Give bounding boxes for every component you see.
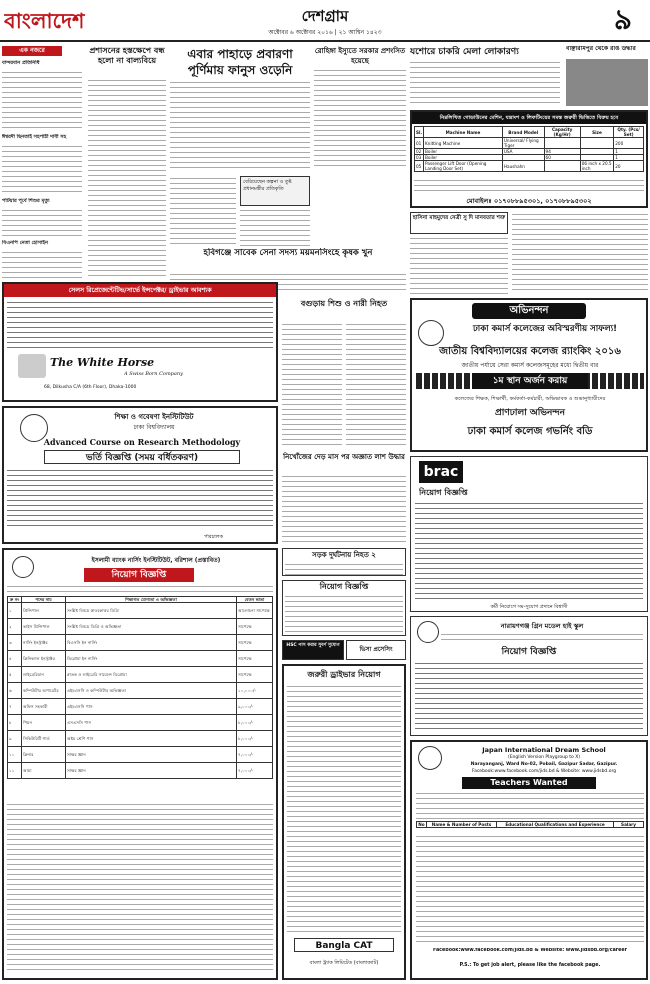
page-number: ৯ bbox=[613, 3, 633, 36]
table-cell: সংশ্লিষ্ট বিষয়ে ডিগ্রি ও অভিজ্ঞতা bbox=[66, 619, 237, 635]
table-cell: Knitting Machine bbox=[424, 138, 503, 149]
table-cell: 200 bbox=[614, 138, 644, 149]
table-row bbox=[8, 603, 273, 619]
table-row bbox=[415, 161, 644, 172]
table-cell: Haushahn bbox=[502, 161, 544, 172]
university-name: ঢাকা বিশ্ববিদ্যালয় bbox=[133, 424, 175, 431]
table-row bbox=[8, 763, 273, 779]
table-cell: লাইব্রেরিয়ান bbox=[22, 667, 66, 683]
table-header: No bbox=[418, 822, 425, 827]
headline: রোহিঙ্গা ইস্যুতে সরকার প্রশংসিত হয়েছে bbox=[314, 47, 406, 65]
table-cell bbox=[544, 138, 580, 149]
ad-footer: ঢাকা কমার্স কলেজ গভর্নিং বডি bbox=[467, 426, 593, 437]
table-header: Brand Model bbox=[502, 127, 544, 138]
ier-admission-ad bbox=[2, 406, 278, 544]
ad-terms bbox=[7, 802, 273, 974]
ad-subheadline: জাতীয় বিশ্ববিদ্যালয়ের কলেজ র‍্যাংকিং ২০১৬ bbox=[439, 346, 621, 357]
company-address: 68, Dilkusha C/A (6th Floor), Dhaka-1000 bbox=[44, 385, 137, 390]
table-cell: ৭ bbox=[8, 699, 22, 715]
photo-caption-box: বেরিয়েছেন কল্পনা ও তুষ্ট প্রধানমন্ত্রীর প্রতিকৃতি bbox=[240, 176, 310, 206]
headline: প্রশাসনের হস্তক্ষেপে বন্ধ হলো না বাল্যবিয়ে bbox=[89, 46, 165, 65]
table-row bbox=[8, 683, 273, 699]
table-cell: ৮,০০০/- bbox=[237, 731, 273, 747]
table-cell: ৮,০০০/- bbox=[237, 715, 273, 731]
table-row bbox=[8, 635, 273, 651]
ad-banner: সেলস রিপ্রেজেন্টেটিভ/সার্ভে ইন্সপেক্টর/ ড্রাইভার আবশ্যক bbox=[4, 284, 276, 297]
ad-body bbox=[285, 594, 403, 634]
story-body bbox=[170, 80, 310, 172]
driver-recruitment-ad bbox=[282, 664, 406, 980]
table-cell: সাক্ষর জ্ঞান bbox=[66, 747, 237, 763]
table-cell: সাপেক্ষে bbox=[237, 635, 273, 651]
headline: নিখোঁজের দেড় মাস পর অজ্ঞাত লাশ উদ্ধার bbox=[283, 453, 405, 461]
table-cell: সাপেক্ষে bbox=[237, 651, 273, 667]
school-name: নারায়ণগঞ্জ গ্রিন মডেল হাই স্কুল bbox=[500, 622, 584, 630]
ad-body bbox=[287, 684, 401, 934]
ad-intro bbox=[7, 584, 273, 594]
headline: বাঞ্ছারামপুর থেকে রঙি উদ্ধার bbox=[566, 46, 636, 52]
brief-text bbox=[2, 70, 82, 132]
table-cell: 60 bbox=[544, 155, 580, 161]
brief-heading: বিএনপি নেতা হোসাইন bbox=[2, 240, 48, 246]
small-job-ad bbox=[282, 580, 406, 636]
table-cell bbox=[544, 161, 580, 172]
table-cell: সাপেক্ষে bbox=[237, 667, 273, 683]
rank-badge: ১ম স্থান অর্জন করায় bbox=[472, 373, 588, 389]
table-cell: নার্সিং ইনস্ট্রাক্টর bbox=[22, 635, 66, 651]
story-body bbox=[282, 474, 406, 544]
ad-body bbox=[415, 661, 643, 733]
machine-sale-ad bbox=[410, 110, 648, 208]
table-cell: 06 inch x 20.5 inch bbox=[580, 161, 614, 172]
table-cell: ২ bbox=[8, 619, 22, 635]
school-job-ad bbox=[410, 616, 648, 736]
table-row bbox=[8, 747, 273, 763]
table-header: পদের নাম bbox=[22, 597, 66, 603]
headline: সড়ক দুর্ঘটনায় নিহত ২ bbox=[312, 551, 376, 559]
table-cell: ৩ bbox=[8, 635, 22, 651]
story-body bbox=[282, 322, 342, 448]
story-road-accident bbox=[282, 548, 406, 576]
table-header: Sl. bbox=[415, 127, 424, 138]
story-rohingya bbox=[314, 46, 406, 166]
story-lantern bbox=[170, 46, 310, 172]
school-logo-icon bbox=[418, 746, 442, 770]
table-cell: সংশ্লিষ্ট বিষয়ে স্নাতকোত্তর ডিগ্রি bbox=[66, 603, 237, 619]
table-cell: 1 bbox=[614, 149, 644, 155]
table-cell: ভাইস প্রিন্সিপাল bbox=[22, 619, 66, 635]
table-header: Qty. (Pcs/ Set) bbox=[614, 127, 644, 138]
brief-heading: পটিয়ার পূর্বে শিশুর মৃত্যু bbox=[2, 198, 50, 204]
table-cell: প্রিন্সিপাল bbox=[22, 603, 66, 619]
ad-body bbox=[7, 300, 273, 350]
table-row bbox=[8, 619, 273, 635]
japan-dream-school-ad bbox=[410, 740, 648, 980]
table-cell: 20 bbox=[614, 161, 644, 172]
table-cell: 1 bbox=[614, 155, 644, 161]
headline: বগুড়ায় শিশু ও নারী নিহত bbox=[300, 299, 388, 308]
table-cell: 02 bbox=[415, 149, 424, 155]
ad-body bbox=[415, 501, 643, 601]
table-header: Educational Qualifications and Experience bbox=[497, 822, 614, 828]
table-row bbox=[415, 138, 644, 149]
ad-mobile: মোবাইলঃ ০১৭০৮৮৯৫৩০১, ০১৭০৮৮৯৫৩০২ bbox=[466, 197, 592, 205]
signature: পরিচালক bbox=[204, 534, 223, 540]
story-body bbox=[410, 236, 508, 294]
table-cell: ৮ bbox=[8, 715, 22, 731]
table-cell: সাপেক্ষে bbox=[237, 619, 273, 635]
table-header: Size bbox=[580, 127, 614, 138]
table-body bbox=[416, 834, 644, 944]
table-row bbox=[8, 699, 273, 715]
story-child-marriage bbox=[88, 46, 166, 278]
table-header: Salary bbox=[614, 822, 644, 828]
table-cell: ক্লিনিক্যাল ইনস্ট্রাক্টর bbox=[22, 651, 66, 667]
headline: এবার পাহাড়ে প্রবারণা পূর্ণিমায় ফানুস ওড়েনি bbox=[187, 47, 293, 77]
table-cell: এইচএসসি পাস bbox=[66, 699, 237, 715]
ad-headline: ঢাকা কমার্স কলেজের অবিস্মরণীয় সাফল্য! bbox=[472, 324, 618, 334]
masthead-rule bbox=[0, 40, 650, 42]
org-name: ইসলামী ব্যাংক নার্সিং ইনস্টিটিউট, বরিশাল (প্রস্তাবিত) bbox=[91, 557, 221, 564]
table-cell: 94 bbox=[544, 149, 580, 155]
at-a-glance-column bbox=[2, 46, 84, 278]
table-cell: ৪ bbox=[8, 651, 22, 667]
table-cell: ১০ bbox=[8, 747, 22, 763]
course-name: Advanced Course on Research Methodology bbox=[43, 437, 241, 447]
ad-banner: নিয়োগ বিজ্ঞপ্তি bbox=[84, 568, 194, 582]
brief-text bbox=[2, 250, 82, 278]
story-body bbox=[88, 78, 166, 278]
ad-title: ভিসা প্রসেসিং bbox=[359, 646, 393, 653]
table-cell: ৭,০০০/- bbox=[237, 763, 273, 779]
school-address: Narayanganj, Ward No-02, Pobail, Gazipur Sadar, Gazipur. bbox=[470, 762, 618, 767]
college-congrats-ad bbox=[410, 298, 648, 452]
table-cell: সিকিউরিটি গার্ড bbox=[22, 731, 66, 747]
story-body bbox=[410, 60, 560, 106]
paper-name: বাংলাদেশ bbox=[4, 9, 85, 33]
table-header: Machine Name bbox=[424, 127, 503, 138]
table-row bbox=[8, 651, 273, 667]
table-cell: ১ bbox=[8, 603, 22, 619]
issue-date: অক্টোবর ৬ অক্টোবর ২০১৬ | ২১ আশ্বিন ১৪২৩ bbox=[268, 29, 382, 36]
brief-text bbox=[2, 208, 82, 238]
ad-footer: P.S.: To get job alert, please like the facebook page. bbox=[459, 963, 601, 968]
school-logo-icon bbox=[417, 621, 439, 643]
table-cell: ৬ bbox=[8, 683, 22, 699]
story-photo-block bbox=[170, 176, 310, 246]
section-title: দেশগ্রাম bbox=[301, 7, 349, 25]
table-cell bbox=[580, 138, 614, 149]
table-cell: ক্লিনার bbox=[22, 747, 66, 763]
ad-banner: নিয়োগ বিজ্ঞপ্তি bbox=[501, 647, 557, 657]
table-cell: 05 bbox=[415, 161, 424, 172]
table-cell: ১০,০০০/- bbox=[237, 683, 273, 699]
story-body bbox=[240, 208, 310, 246]
table-cell: এসএসসি পাস bbox=[66, 715, 237, 731]
table-cell: Universal/ Flying Tiger bbox=[502, 138, 544, 149]
table-cell: পিয়ন bbox=[22, 715, 66, 731]
posts-table bbox=[416, 821, 644, 828]
table-row bbox=[8, 715, 273, 731]
bank-logo-icon bbox=[12, 556, 34, 578]
brac-logo: brac bbox=[419, 461, 463, 483]
brief-heading: ঈশ্বরদী ছিনতাই সহপাঠী দাবী সহ bbox=[2, 134, 67, 140]
story-brief-right bbox=[566, 46, 648, 106]
hsc-ad bbox=[282, 640, 344, 660]
table-cell: Boiler bbox=[424, 155, 503, 161]
dept-name: শিক্ষা ও গবেষণা ইনস্টিটিউট bbox=[114, 413, 194, 421]
table-header: Capacity (Kg/Hr) bbox=[544, 127, 580, 138]
quote-box bbox=[410, 212, 508, 234]
story-body bbox=[314, 68, 406, 166]
school-contact: Facebook:www.facebook.com/jids.bd & Website: www.jidsbd.org bbox=[471, 769, 617, 774]
story-body bbox=[512, 212, 648, 294]
table-cell: অফিস সহকারী bbox=[22, 699, 66, 715]
at-a-glance-tag: এক নজরে bbox=[2, 46, 62, 56]
white-horse-ad bbox=[2, 282, 278, 402]
table-cell: Boiler bbox=[424, 149, 503, 155]
table-cell: কম্পিউটার অপারেটর bbox=[22, 683, 66, 699]
ad-title: HSC পাস করার সুবর্ণ সুযোগ bbox=[283, 641, 343, 659]
table-cell: অষ্টম শ্রেণি পাস bbox=[66, 731, 237, 747]
ad-intro bbox=[416, 791, 644, 819]
school-name: Japan International Dream School bbox=[482, 746, 606, 754]
company-name: বাংলা ট্র্যাক লিমিটেড (বাংলাক্যাট) bbox=[309, 960, 379, 966]
brand-logo: Bangla CAT bbox=[294, 938, 394, 952]
table-row bbox=[8, 667, 273, 683]
company-tagline: A Swiss Born Company bbox=[124, 371, 183, 377]
machine-table bbox=[414, 126, 644, 172]
table-cell: ৫ bbox=[8, 667, 22, 683]
story-body bbox=[285, 562, 403, 575]
islami-bank-nursing-ad bbox=[2, 548, 278, 980]
ad-body bbox=[7, 468, 273, 530]
table-cell: আয়া bbox=[22, 763, 66, 779]
headline: যশোরে চাকরি মেলা লোকারণ্য bbox=[410, 47, 519, 57]
table-header: বেতন ভাতা bbox=[237, 597, 273, 603]
table-header: ক্র নং bbox=[8, 597, 22, 603]
table-cell: সাক্ষর জ্ঞান bbox=[66, 763, 237, 779]
ad-banner: ভর্তি বিজ্ঞপ্তি (সময় বর্ধিতকরণ) bbox=[44, 450, 240, 464]
table-cell: Passenger Lift Door (Opening Landing Door Set) bbox=[424, 161, 503, 172]
table-cell: ডিপ্লোমা ইন নার্সিং bbox=[66, 651, 237, 667]
visa-ad bbox=[346, 640, 406, 660]
table-cell: 01 bbox=[415, 138, 424, 149]
table-cell: ৯,০০০/- bbox=[237, 699, 273, 715]
quote-text: হাসিনা মাহমুদের নেত্রী সু দি মানবতার শত্রু bbox=[412, 215, 506, 221]
company-name: The White Horse bbox=[50, 356, 155, 369]
table-cell: 03 bbox=[415, 155, 424, 161]
table-header: Name & Number of Posts bbox=[427, 822, 497, 828]
ad-footer: কর্মী নিয়োগে সম-সুযোগ প্রদানে বিশ্বাসী bbox=[490, 604, 568, 610]
ad-banner: অভিনন্দন bbox=[472, 303, 586, 319]
story-job-fair bbox=[410, 46, 560, 106]
news-photo bbox=[566, 59, 648, 106]
ad-banner: Teachers Wanted bbox=[462, 777, 596, 789]
ad-title: জরুরী ড্রাইভার নিয়োগ bbox=[307, 670, 381, 679]
vacancy-table bbox=[7, 596, 273, 779]
headline: হবিগঞ্জে সাবেক সেনা সদস্য ময়মনসিংহে কৃষক খুন bbox=[203, 248, 373, 258]
ad-line: জাতীয় পর্যায়ে সেরা কমার্স কলেজসমূহের মধ্যে দ্বিতীয় বার bbox=[461, 362, 599, 369]
ad-line: কলেজের শিক্ষক, শিক্ষার্থী, কর্মকর্তা-কর্মচারী, অভিভাবক ও শুভানুধ্যায়ীদের bbox=[454, 396, 606, 402]
brief-text bbox=[2, 144, 82, 196]
table-cell: স্নাতক ও লাইব্রেরি সায়েন্সে ডিপ্লোমা bbox=[66, 667, 237, 683]
horse-logo-icon bbox=[18, 354, 46, 378]
story-bogura bbox=[282, 298, 406, 448]
ad-footer: Facebook:www.facebook.com/jids.bd & Website: www.jidsbd.org/career bbox=[432, 948, 628, 953]
masthead bbox=[0, 0, 650, 42]
story-body bbox=[346, 322, 406, 448]
college-logo-icon bbox=[418, 320, 444, 346]
ad-line: প্রাণঢালা অভিনন্দন bbox=[495, 408, 565, 418]
table-cell: আলোচনা সাপেক্ষে bbox=[237, 603, 273, 619]
table-cell: ৯ bbox=[8, 731, 22, 747]
ad-body bbox=[414, 178, 644, 194]
ad-title: নিয়োগ বিজ্ঞপ্তি bbox=[419, 488, 468, 497]
table-cell: এইচএসসি ও কম্পিউটার অভিজ্ঞতা bbox=[66, 683, 237, 699]
story-body-right bbox=[512, 212, 648, 294]
table-cell: বিএসসি ইন নার্সিং bbox=[66, 635, 237, 651]
table-cell: ৭,০০০/- bbox=[237, 747, 273, 763]
story-body bbox=[170, 176, 236, 246]
brief-heading: বান্দরবান প্রতিনিধি bbox=[2, 60, 40, 66]
ad-title: নিয়োগ বিজ্ঞপ্তি bbox=[319, 582, 369, 591]
school-address bbox=[441, 632, 643, 642]
story-missing bbox=[282, 452, 406, 544]
brac-job-ad bbox=[410, 456, 648, 612]
ad-title: নিম্নলিখিত গোডাউনের মেশিন, যন্ত্রাংশ ও লিফটিংয়ের সমস্ত জরুরী ভিত্তিতে বিক্রয় হবে bbox=[412, 112, 646, 124]
table-cell: ১১ bbox=[8, 763, 22, 779]
table-cell: USA bbox=[502, 149, 544, 155]
table-header: শিক্ষাগত যোগ্যতা ও অভিজ্ঞতা bbox=[66, 597, 237, 603]
school-subtitle: (English Version Playgroup to X) bbox=[507, 755, 581, 760]
table-row bbox=[8, 731, 273, 747]
